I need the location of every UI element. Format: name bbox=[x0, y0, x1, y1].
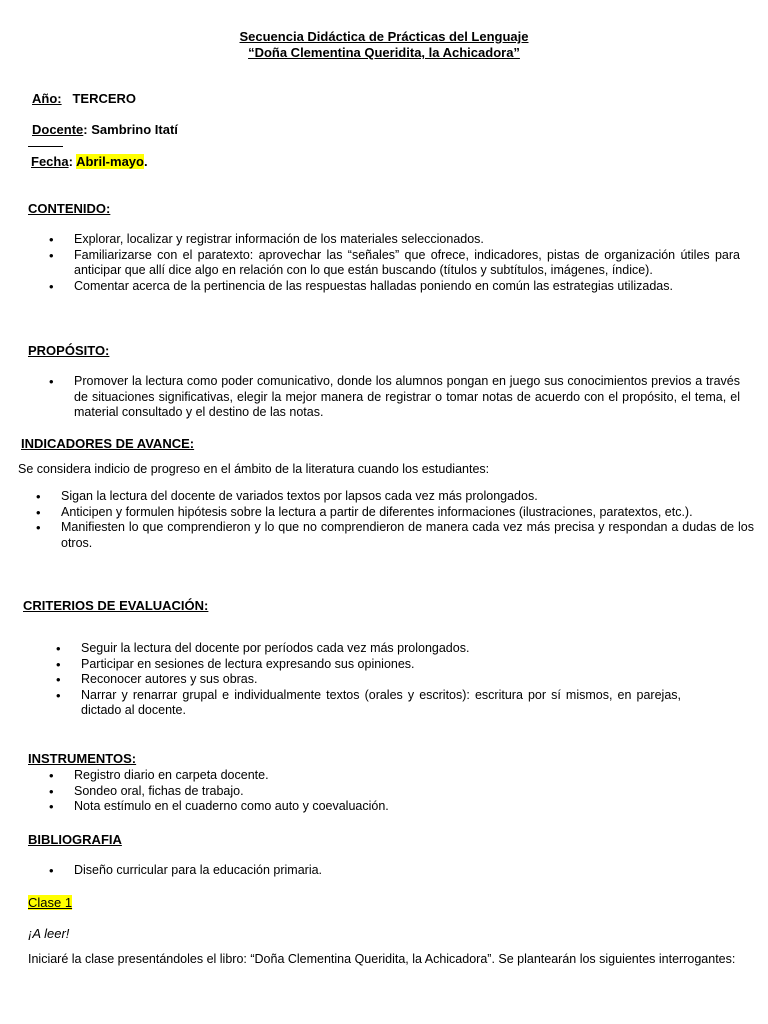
list-item: • Anticipen y formulen hipótesis sobre la lectura a partir de diferentes informaciones (ilustraciones, paratextos, etc.). bbox=[61, 505, 754, 521]
list-item: • Manifiesten lo que comprendieron y lo que no comprendieron de manera cada vez más precisa y respondan a dudas de los otros. bbox=[61, 520, 754, 551]
clase-label-text: Clase 1 bbox=[28, 895, 73, 910]
docente-field bbox=[32, 122, 178, 137]
indicadores-list bbox=[61, 489, 754, 551]
contenido-heading: CONTENIDO: bbox=[28, 201, 111, 216]
anio-field bbox=[32, 91, 136, 106]
indicadores-intro: Se considera indicio de progreso en el ámbito de la literatura cuando los estudiantes: bbox=[18, 462, 490, 476]
bibliografia-list bbox=[74, 863, 734, 879]
fecha-separator: : bbox=[68, 154, 73, 169]
list-item: • Sondeo oral, fichas de trabajo. bbox=[74, 784, 734, 800]
list-item: • Registro diario en carpeta docente. bbox=[74, 768, 734, 784]
list-item: • Comentar acerca de la pertinencia de las respuestas halladas poniendo en común las estrategias utilizadas. bbox=[74, 279, 740, 295]
title-line-2: “Doña Clementina Queridita, la Achicadora” bbox=[248, 45, 520, 60]
list-item: • Narrar y renarrar grupal e individualmente textos (orales y escritos): escritura por sí mismos, en parejas, dictado al docente. bbox=[81, 688, 681, 719]
fecha-end: . bbox=[143, 154, 148, 169]
anio-value: TERCERO bbox=[72, 91, 137, 106]
title-line-1: Secuencia Didáctica de Prácticas del Lenguaje bbox=[239, 29, 529, 44]
fecha-label: Fecha bbox=[31, 154, 69, 169]
docente-value: : Sambrino Itatí bbox=[83, 122, 178, 137]
list-item: • Diseño curricular para la educación primaria. bbox=[74, 863, 734, 879]
fecha-field bbox=[31, 154, 148, 169]
contenido-list bbox=[74, 232, 740, 294]
list-item: • Reconocer autores y sus obras. bbox=[81, 672, 681, 688]
criterios-list bbox=[81, 641, 681, 719]
indicadores-heading: INDICADORES DE AVANCE: bbox=[21, 436, 195, 451]
clase-label bbox=[28, 895, 72, 910]
document-title bbox=[0, 29, 768, 61]
instrumentos-heading: INSTRUMENTOS: bbox=[28, 751, 137, 766]
proposito-heading: PROPÓSITO: bbox=[28, 343, 110, 358]
anio-label: Año: bbox=[32, 91, 62, 106]
docente-label: Docente bbox=[32, 122, 84, 137]
list-item: • Nota estímulo en el cuaderno como auto y coevaluación. bbox=[74, 799, 734, 815]
list-item: • Seguir la lectura del docente por períodos cada vez más prolongados. bbox=[81, 641, 681, 657]
list-item: • Participar en sesiones de lectura expresando sus opiniones. bbox=[81, 657, 681, 673]
blank-line bbox=[28, 146, 63, 147]
clase-text: Iniciaré la clase presentándoles el libro: “Doña Clementina Queridita, la Achicadora”. Se plantearán los siguientes interrogantes: bbox=[28, 952, 736, 966]
proposito-list bbox=[74, 374, 740, 421]
list-item: • Sigan la lectura del docente de variados textos por lapsos cada vez más prolongados. bbox=[61, 489, 754, 505]
list-item: • Explorar, localizar y registrar información de los materiales seleccionados. bbox=[74, 232, 740, 248]
clase-subtitle: ¡A leer! bbox=[28, 926, 70, 941]
instrumentos-list bbox=[74, 768, 734, 815]
fecha-value: Abril-mayo bbox=[76, 154, 144, 169]
bibliografia-heading: BIBLIOGRAFIA bbox=[28, 832, 122, 847]
list-item: • Familiarizarse con el paratexto: aprovechar las “señales” que ofrece, indicadores, pistas de organización útiles para anticipar que allí dice algo en relación con lo que están buscando (títulos y subtítulos, imágenes, índice). bbox=[74, 248, 740, 279]
list-item: • Promover la lectura como poder comunicativo, donde los alumnos pongan en juego sus conocimientos previos a través de situaciones significativas, elegir la mejor manera de registrar o tomar notas de acuerdo con el propósito, el tema, el material consultado y el destino de las notas. bbox=[74, 374, 740, 421]
criterios-heading: CRITERIOS DE EVALUACIÓN: bbox=[23, 598, 209, 613]
